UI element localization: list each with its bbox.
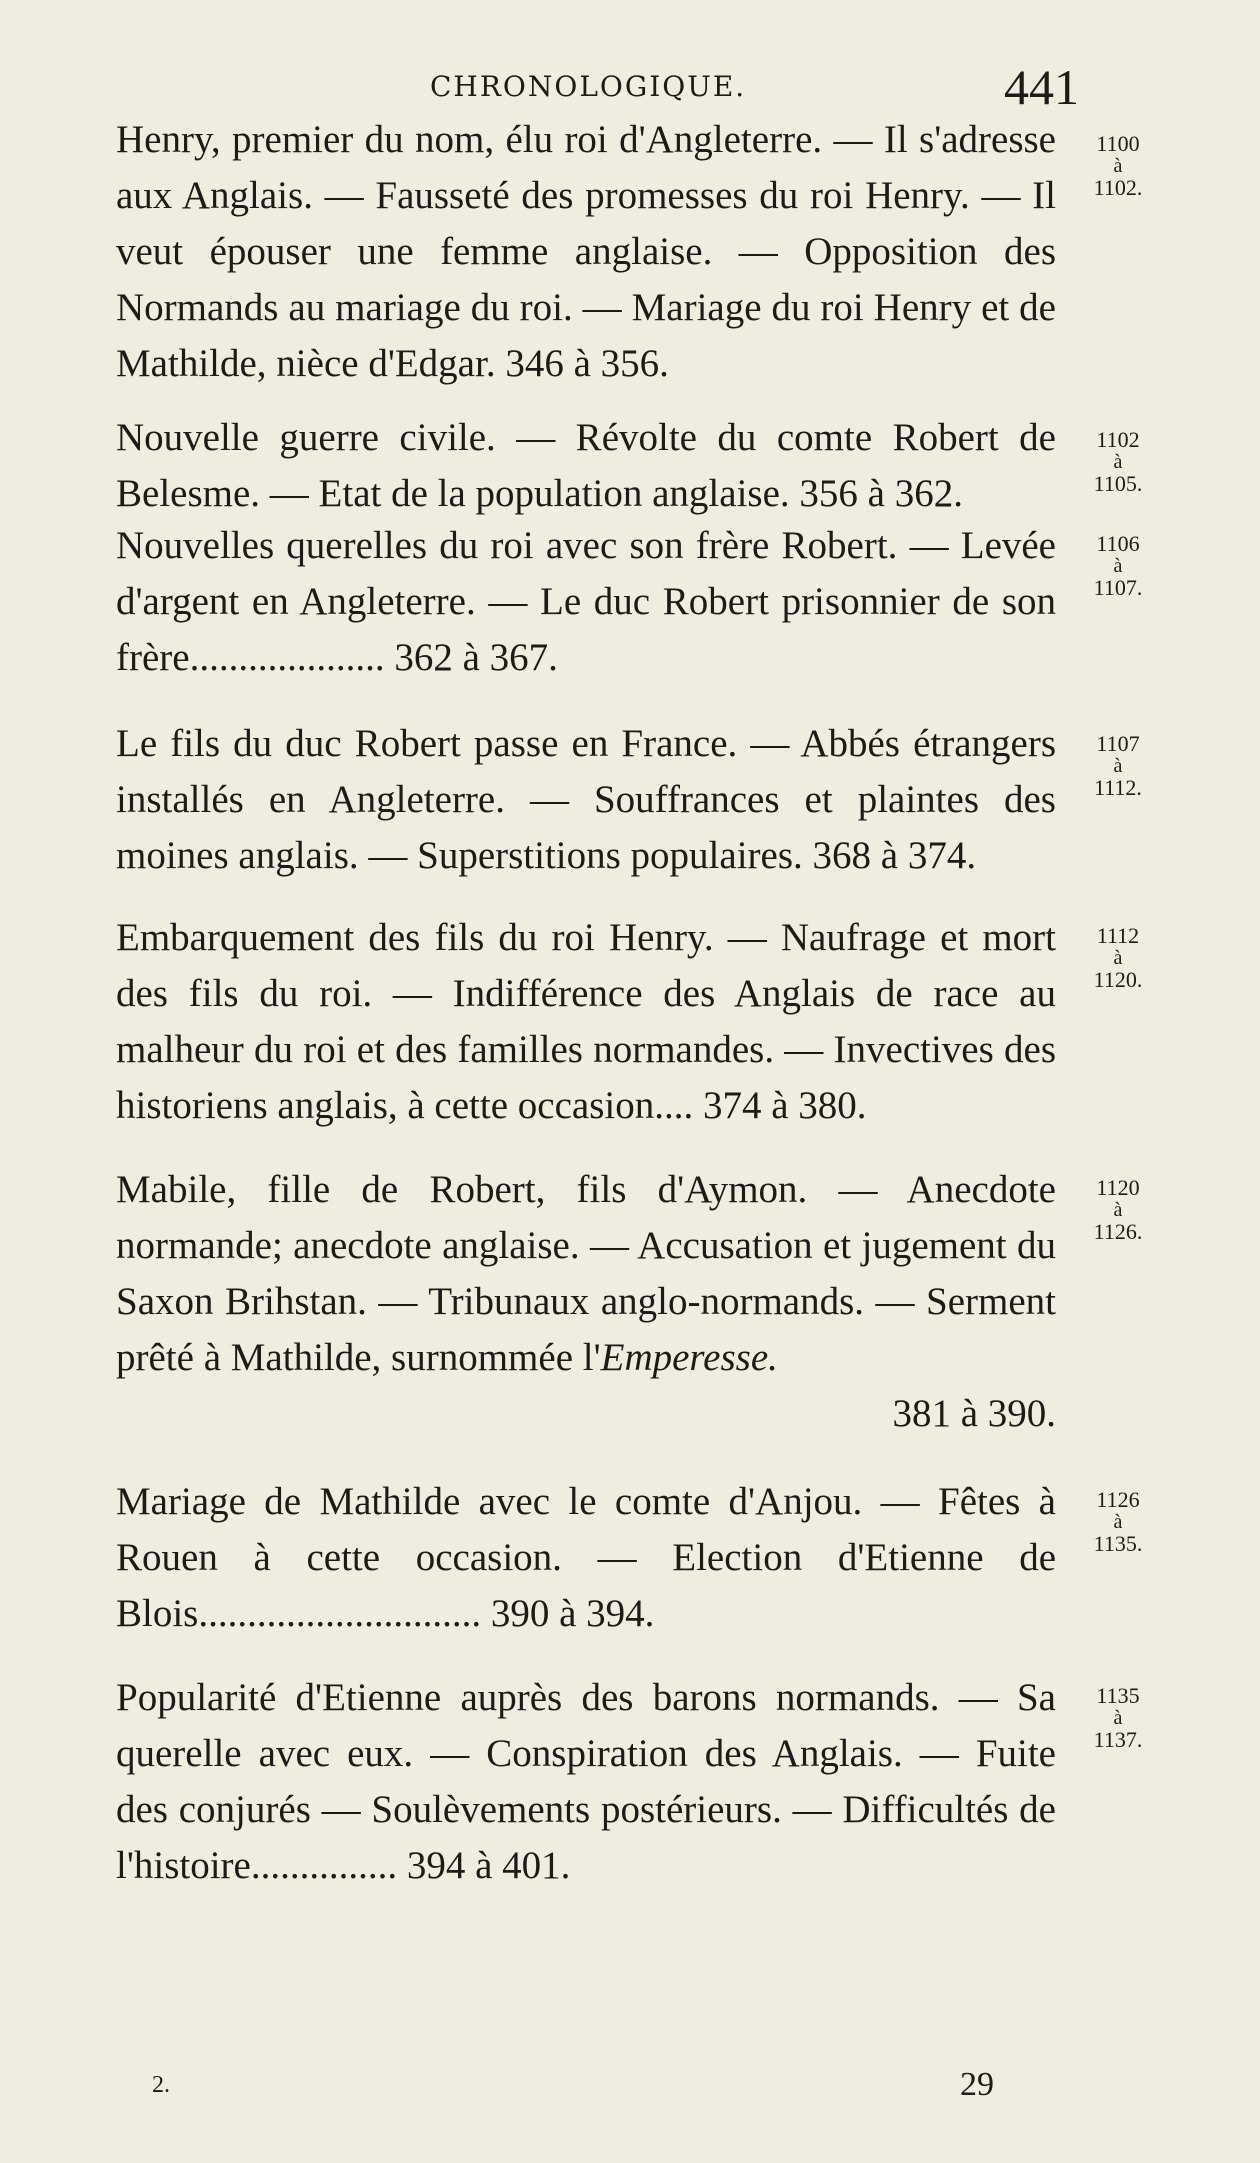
margin-years	[1058, 1684, 1178, 1752]
year-end: 1135.	[1093, 1531, 1143, 1556]
index-entry	[116, 716, 1056, 884]
index-entry	[116, 1670, 1056, 1894]
page-footer	[112, 2066, 1012, 2112]
sheet-number: 29	[960, 2066, 994, 2103]
entry-emphasis: Emperesse.	[600, 1336, 778, 1379]
entry-text: Embarquement des fils du roi Henry. — Naufrage et mort des fils du roi. — Indifférence des Anglais de race au malheur du roi et des familles normandes. — Invectives des historiens anglais, à cette occasion....	[116, 916, 1056, 1127]
entry-page-range: 394 à 401.	[406, 1844, 571, 1887]
running-title: CHRONOLOGIQUE.	[430, 70, 747, 103]
year-separator: à	[1113, 755, 1123, 777]
entry-text: Le fils du duc Robert passe en France. — Abbés étrangers installés en Angleterre. — Souffrances et plaintes des moines anglais. — Superstitions populaires.	[116, 722, 1056, 877]
entry-text: Henry, premier du nom, élu roi d'Angleterre. — Il s'adresse aux Anglais. — Fausseté des promesses du roi Henry. — Il veut épouser une femme anglaise. — Opposition des Normands au mariage du roi. — Mariage du roi Henry et de Mathilde, nièce d'Edgar.	[116, 118, 1056, 385]
year-separator: à	[1113, 451, 1123, 473]
year-end: 1102.	[1093, 175, 1143, 200]
year-start: 1100	[1096, 131, 1140, 156]
year-start: 1126	[1096, 1487, 1140, 1512]
year-end: 1137.	[1093, 1727, 1143, 1752]
year-end: 1107.	[1093, 575, 1143, 600]
margin-years	[1058, 1488, 1178, 1556]
index-entry	[116, 518, 1056, 686]
margin-years	[1058, 924, 1178, 992]
year-end: 1105.	[1093, 471, 1143, 496]
entry-page-range: 368 à 374.	[812, 834, 977, 877]
year-start: 1107	[1096, 731, 1140, 756]
year-start: 1112	[1096, 923, 1140, 948]
entry-page-range: 381 à 390.	[892, 1392, 1056, 1435]
year-end: 1112.	[1094, 775, 1142, 800]
entry-text: Nouvelles querelles du roi avec son frère Robert. — Levée d'argent en Angleterre. — Le duc Robert prisonnier de son frère....................	[116, 524, 1056, 679]
year-start: 1135	[1096, 1683, 1140, 1708]
year-separator: à	[1113, 947, 1123, 969]
index-entry	[116, 910, 1056, 1134]
index-entry	[116, 1474, 1056, 1642]
year-separator: à	[1113, 555, 1123, 577]
entry-text: Popularité d'Etienne auprès des barons normands. — Sa querelle avec eux. — Conspiration des Anglais. — Fuite des conjurés — Soulèvements postérieurs. — Difficultés de l'histoire...............	[116, 1676, 1056, 1887]
year-end: 1126.	[1093, 1219, 1143, 1244]
page-number: 441	[1004, 59, 1079, 115]
entry-page-range: 362 à 367.	[394, 636, 558, 679]
index-entry	[116, 410, 1056, 522]
margin-years	[1058, 732, 1178, 800]
index-entry	[116, 1162, 1056, 1442]
margin-years	[1058, 1176, 1178, 1244]
entry-text: Nouvelle guerre civile. — Révolte du comte Robert de Belesme. — Etat de la population anglaise.	[116, 416, 1056, 515]
margin-years	[1058, 428, 1178, 496]
year-separator: à	[1113, 155, 1123, 177]
entry-page-range: 356 à 362.	[799, 472, 963, 515]
year-separator: à	[1113, 1707, 1123, 1729]
year-separator: à	[1113, 1199, 1123, 1221]
entry-page-range: 374 à 380.	[702, 1084, 867, 1127]
index-entry	[116, 112, 1056, 392]
year-separator: à	[1113, 1511, 1123, 1533]
year-start: 1120	[1096, 1175, 1140, 1200]
signature-mark: 2.	[152, 2072, 170, 2098]
entry-text: Mariage de Mathilde avec le comte d'Anjou. — Fêtes à Rouen à cette occasion. — Election d'Etienne de Blois.............................	[116, 1480, 1056, 1635]
entry-page-range: 346 à 356.	[505, 342, 669, 385]
entry-text: Mabile, fille de Robert, fils d'Aymon. — Anecdote normande; anecdote anglaise. — Accusation et jugement du Saxon Brihstan. — Tribunaux anglo-normands. — Serment prêté à Mathilde, surnommée l'	[116, 1168, 1056, 1379]
year-end: 1120.	[1093, 967, 1143, 992]
year-start: 1102	[1096, 427, 1140, 452]
year-start: 1106	[1096, 531, 1140, 556]
entry-page-range: 390 à 394.	[490, 1592, 655, 1635]
margin-years	[1058, 532, 1178, 600]
margin-years	[1058, 132, 1178, 200]
